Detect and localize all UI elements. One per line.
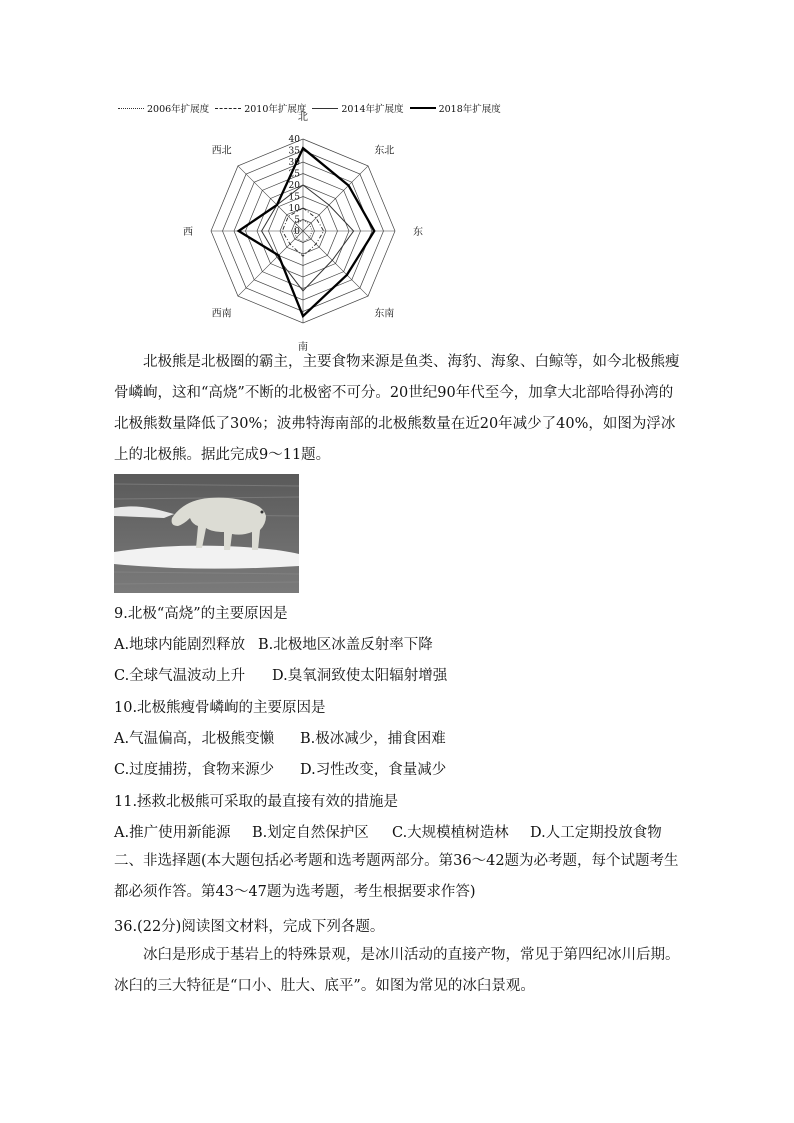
legend-swatch-thin xyxy=(312,108,338,109)
axis-label: 东 xyxy=(413,227,423,238)
tick-label: 15 xyxy=(288,192,300,203)
option-10b[interactable]: B.极冰减少，捕食困难 xyxy=(300,731,446,747)
question-9-options-row1 xyxy=(114,633,433,654)
tick-label: 10 xyxy=(288,204,300,214)
question-11-stem: 11.拯救北极熊可采取的最直接有效的措施是 xyxy=(114,794,399,810)
question-10-options-row1 xyxy=(114,727,446,748)
option-11a[interactable]: A.推广使用新能源 xyxy=(114,825,231,841)
axis-label: 东南 xyxy=(374,308,395,320)
radar-chart xyxy=(183,112,423,353)
legend-item-2006 xyxy=(118,101,209,115)
option-10c[interactable]: C.过度捕捞，食物来源少 xyxy=(114,762,275,778)
tick-label: 40 xyxy=(288,135,300,145)
question-11-options xyxy=(114,821,662,842)
series-2018 xyxy=(239,148,375,316)
question-9-stem: 9.北极“高烧”的主要原因是 xyxy=(114,606,288,622)
tick-label: 30 xyxy=(288,158,300,168)
option-9c[interactable]: C.全球气温波动上升 xyxy=(114,668,246,684)
legend-label: 2010年扩展度 xyxy=(244,104,307,115)
legend-swatch-dotted xyxy=(118,108,144,109)
option-9a[interactable]: A.地球内能剧烈释放 xyxy=(114,637,246,653)
axis-label: 西南 xyxy=(211,308,232,320)
question-36-stem: 36.(22分)阅读图文材料，完成下列各题。 xyxy=(114,919,385,935)
tick-label: 5 xyxy=(294,215,300,226)
question-10-options-row2 xyxy=(114,758,446,779)
option-11c[interactable]: C.大规模植树造林 xyxy=(392,825,509,841)
tick-label: 35 xyxy=(288,146,300,157)
legend-item-2014 xyxy=(312,101,403,115)
section-2-heading: 二、非选择题(本大题包括必考题和选考题两部分。第36～42题为必考题，每个试题考生都必须作答。第43～47题为选考题，考生根据要求作答) xyxy=(114,853,679,900)
legend-swatch-bold xyxy=(410,107,436,109)
legend-label: 2006年扩展度 xyxy=(147,104,210,115)
chart-legend xyxy=(118,101,507,115)
option-11d[interactable]: D.人工定期投放食物 xyxy=(530,825,662,841)
legend-label: 2014年扩展度 xyxy=(341,104,404,115)
legend-item-2010 xyxy=(215,101,306,115)
tick-label: 0 xyxy=(294,227,300,237)
axis-label: 东北 xyxy=(374,145,395,157)
axis-label: 北 xyxy=(298,112,308,123)
axis-label: 南 xyxy=(298,342,308,353)
question-10-stem: 10.北极熊瘦骨嶙峋的主要原因是 xyxy=(114,700,326,716)
tick-label: 25 xyxy=(288,169,300,180)
tick-label: 20 xyxy=(288,181,300,191)
option-9d[interactable]: D.臭氧洞致使太阳辐射增强 xyxy=(272,668,448,684)
legend-item-2018 xyxy=(410,101,501,115)
axis-label: 西 xyxy=(183,227,193,238)
question-9-options-row2 xyxy=(114,664,447,685)
option-11b[interactable]: B.划定自然保护区 xyxy=(252,825,369,841)
polar-bear-photo xyxy=(114,474,299,593)
option-9b[interactable]: B.北极地区冰盖反射率下降 xyxy=(258,637,433,653)
passage-ice-pothole: 冰臼是形成于基岩上的特殊景观，是冰川活动的直接产物，常见于第四纪冰川后期。冰臼的三大特征是“口小、肚大、底平”。如图为常见的冰臼景观。 xyxy=(114,947,680,994)
passage-polar-bear: 北极熊是北极圈的霸主，主要食物来源是鱼类、海豹、海象、白鲸等，如今北极熊瘦骨嶙峋，这和“高烧”不断的北极密不可分。20世纪90年代至今，加拿大北部哈得孙湾的北极熊数量降低了30%；波弗特海南部的北极熊数量在近20年减少了40%，如图为浮冰上的北极熊。据此完成9～11题。 xyxy=(114,354,680,463)
option-10a[interactable]: A.气温偏高，北极熊变懒 xyxy=(114,731,275,747)
legend-label: 2018年扩展度 xyxy=(438,104,501,115)
option-10d[interactable]: D.习性改变，食量减少 xyxy=(300,762,447,778)
axis-label: 西北 xyxy=(211,145,232,157)
legend-swatch-dashdot xyxy=(215,108,241,109)
